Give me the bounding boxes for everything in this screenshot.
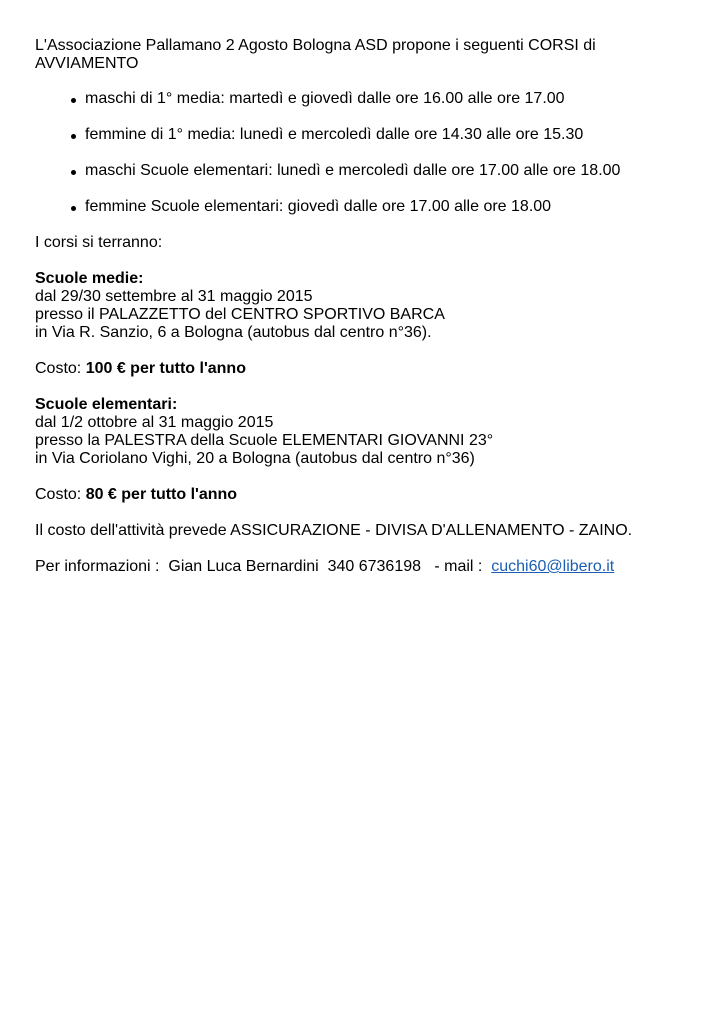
bullet-icon <box>71 134 76 139</box>
elementari-cost <box>35 486 695 504</box>
elementari-dates: dal 1/2 ottobre al 31 maggio 2015 <box>35 414 274 431</box>
medie-address: in Via R. Sanzio, 6 a Bologna (autobus dal centro n°36). <box>35 324 432 341</box>
intro-line-1: L'Associazione Pallamano 2 Agosto Bologna ASD propone i seguenti CORSI di <box>35 37 596 54</box>
elementari-cost-label: Costo: <box>35 486 86 503</box>
list-item <box>35 198 695 216</box>
elementari-venue: presso la PALESTRA della Scuole ELEMENTARI GIOVANNI 23° <box>35 432 494 449</box>
elementari-heading: Scuole elementari: <box>35 396 178 413</box>
bullet-icon <box>71 98 76 103</box>
course-text: femmine di 1° media: lunedì e mercoledì dalle ore 14.30 alle ore 15.30 <box>85 126 584 143</box>
list-item <box>35 126 695 144</box>
medie-heading: Scuole medie: <box>35 270 144 287</box>
includes-text: Il costo dell'attività prevede ASSICURAZIONE - DIVISA D'ALLENAMENTO - ZAINO. <box>35 522 633 539</box>
elementari-section <box>35 396 695 468</box>
list-item <box>35 162 695 180</box>
list-item <box>35 90 695 108</box>
contact-line <box>35 558 695 576</box>
course-text: maschi Scuole elementari: lunedì e mercoledì dalle ore 17.00 alle ore 18.00 <box>85 162 621 179</box>
elementari-cost-value: 80 € per tutto l'anno <box>85 486 238 503</box>
course-list <box>35 90 695 216</box>
contact-text: Per informazioni : Gian Luca Bernardini 340 6736198 - mail : <box>35 558 492 575</box>
intro-line-2: AVVIAMENTO <box>35 55 139 72</box>
medie-cost <box>35 360 695 378</box>
medie-cost-value: 100 € per tutto l'anno <box>85 360 246 377</box>
elementari-address: in Via Coriolano Vighi, 20 a Bologna (autobus dal centro n°36) <box>35 450 475 467</box>
medie-section <box>35 270 695 342</box>
bullet-icon <box>71 206 76 211</box>
medie-venue: presso il PALAZZETTO del CENTRO SPORTIVO BARCA <box>35 306 445 323</box>
medie-cost-label: Costo: <box>35 360 86 377</box>
course-text: maschi di 1° media: martedì e giovedì dalle ore 16.00 alle ore 17.00 <box>85 90 565 107</box>
document-page <box>35 37 695 576</box>
course-text: femmine Scuole elementari: giovedì dalle ore 17.00 alle ore 18.00 <box>85 198 552 215</box>
corsi-terranno: I corsi si terranno: <box>35 234 163 251</box>
bullet-icon <box>71 170 76 175</box>
email-link[interactable]: cuchi60@libero.it <box>491 558 615 575</box>
medie-dates: dal 29/30 settembre al 31 maggio 2015 <box>35 288 313 305</box>
intro-paragraph <box>35 37 695 73</box>
